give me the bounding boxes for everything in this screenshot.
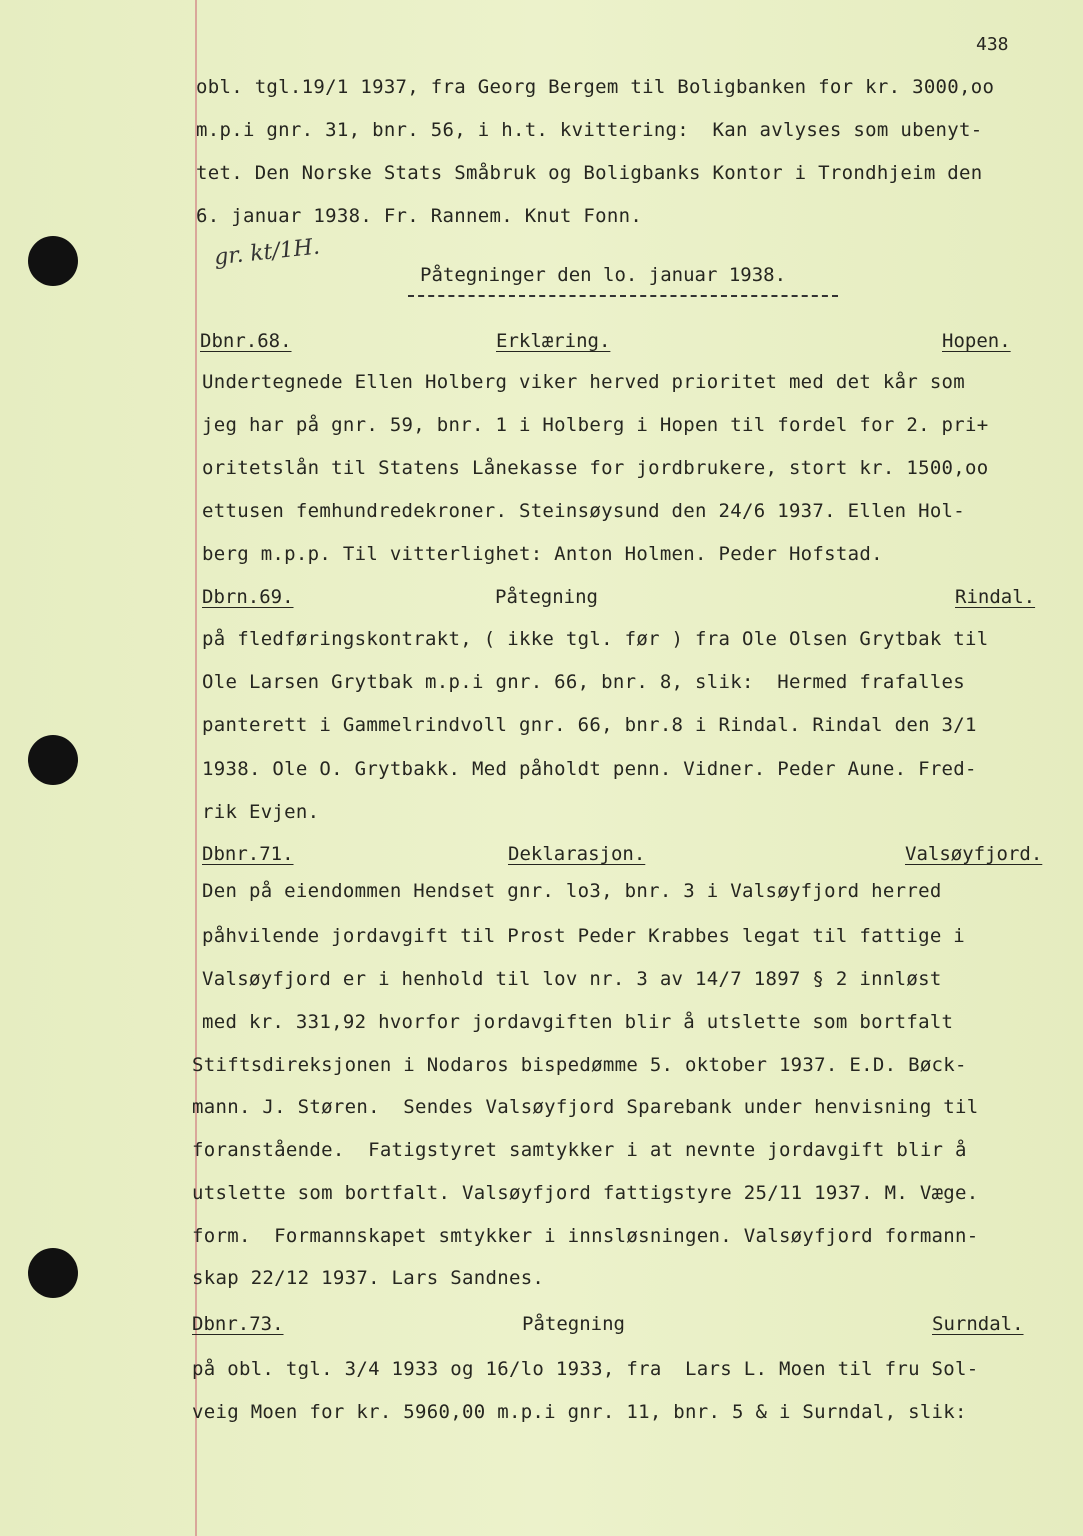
- entry-line: rik Evjen.: [202, 801, 320, 823]
- entry-place: Rindal.: [955, 586, 1036, 608]
- entry-line: panterett i Gammelrindvoll gnr. 66, bnr.8 i Rindal. Rindal den 3/1: [202, 714, 977, 736]
- handwritten-initials: gr. kt/1H.: [212, 234, 321, 271]
- intro-line: tet. Den Norske Stats Småbruk og Boligbanks Kontor i Trondhjeim den: [196, 162, 983, 184]
- entry-line: påhvilende jordavgift til Prost Peder Krabbes legat til fattige i: [202, 925, 966, 947]
- entry-place: Surndal.: [932, 1313, 1024, 1335]
- entry-number: Dbrn.69.: [202, 586, 294, 608]
- intro-line: m.p.i gnr. 31, bnr. 56, i h.t. kvittering: Kan avlyses som ubenyt-: [196, 119, 983, 141]
- entry-place: Valsøyfjord.: [905, 843, 1043, 865]
- entry-number: Dbnr.73.: [192, 1313, 284, 1335]
- entry-line: ettusen femhundredekroner. Steinsøysund den 24/6 1937. Ellen Hol-: [202, 500, 966, 522]
- entry-line: veig Moen for kr. 5960,00 m.p.i gnr. 11, bnr. 5 & i Surndal, slik:: [192, 1401, 967, 1423]
- entry-line: jeg har på gnr. 59, bnr. 1 i Holberg i Hopen til fordel for 2. pri+: [202, 414, 989, 436]
- entry-line: Ole Larsen Grytbak m.p.i gnr. 66, bnr. 8, slik: Hermed frafalles: [202, 671, 966, 693]
- intro-line: 6. januar 1938. Fr. Rannem. Knut Fonn.: [196, 205, 643, 227]
- section-title: Påtegninger den lo. januar 1938.: [420, 264, 787, 286]
- entry-number: Dbnr.71.: [202, 843, 294, 865]
- punch-hole-icon: [28, 1248, 78, 1298]
- entry-line: oritetslån til Statens Lånekasse for jordbrukere, stort kr. 1500,oo: [202, 457, 989, 479]
- entry-type: Påtegning: [495, 586, 598, 608]
- entry-line: med kr. 331,92 hvorfor jordavgiften blir å utslette som bortfalt: [202, 1011, 954, 1033]
- dashed-divider: [408, 295, 838, 297]
- entry-line: foranstående. Fatigstyret samtykker i at nevnte jordavgift blir å: [192, 1139, 967, 1161]
- entry-line: Undertegnede Ellen Holberg viker herved prioritet med det kår som: [202, 371, 966, 393]
- entry-line: på obl. tgl. 3/4 1933 og 16/lo 1933, fra Lars L. Moen til fru Sol-: [192, 1358, 979, 1380]
- entry-line: utslette som bortfalt. Valsøyfjord fattigstyre 25/11 1937. M. Væge.: [192, 1182, 979, 1204]
- entry-type: Erklæring.: [496, 330, 611, 352]
- punch-hole-icon: [28, 236, 78, 286]
- intro-line: obl. tgl.19/1 1937, fra Georg Bergem til Boligbanken for kr. 3000,oo: [196, 76, 995, 98]
- entry-line: på fledføringskontrakt, ( ikke tgl. før ) fra Ole Olsen Grytbak til: [202, 628, 989, 650]
- entry-type: Påtegning: [522, 1313, 625, 1335]
- entry-line: Stiftsdireksjonen i Nodaros bispedømme 5. oktober 1937. E.D. Bøck-: [192, 1054, 967, 1076]
- entry-type: Deklarasjon.: [508, 843, 646, 865]
- margin-rule: [195, 0, 197, 1536]
- entry-line: 1938. Ole O. Grytbakk. Med påholdt penn. Vidner. Peder Aune. Fred-: [202, 758, 977, 780]
- entry-line: form. Formannskapet smtykker i innsløsningen. Valsøyfjord formann-: [192, 1225, 979, 1247]
- entry-number: Dbnr.68.: [200, 330, 292, 352]
- entry-line: skap 22/12 1937. Lars Sandnes.: [192, 1267, 545, 1289]
- page-number: 438: [976, 34, 1009, 55]
- entry-line: Valsøyfjord er i henhold til lov nr. 3 av 14/7 1897 § 2 innløst: [202, 968, 942, 990]
- entry-line: mann. J. Støren. Sendes Valsøyfjord Sparebank under henvisning til: [192, 1096, 979, 1118]
- entry-place: Hopen.: [942, 330, 1011, 352]
- punch-hole-icon: [28, 735, 78, 785]
- entry-line: Den på eiendommen Hendset gnr. lo3, bnr. 3 i Valsøyfjord herred: [202, 880, 942, 902]
- entry-line: berg m.p.p. Til vitterlighet: Anton Holmen. Peder Hofstad.: [202, 543, 883, 565]
